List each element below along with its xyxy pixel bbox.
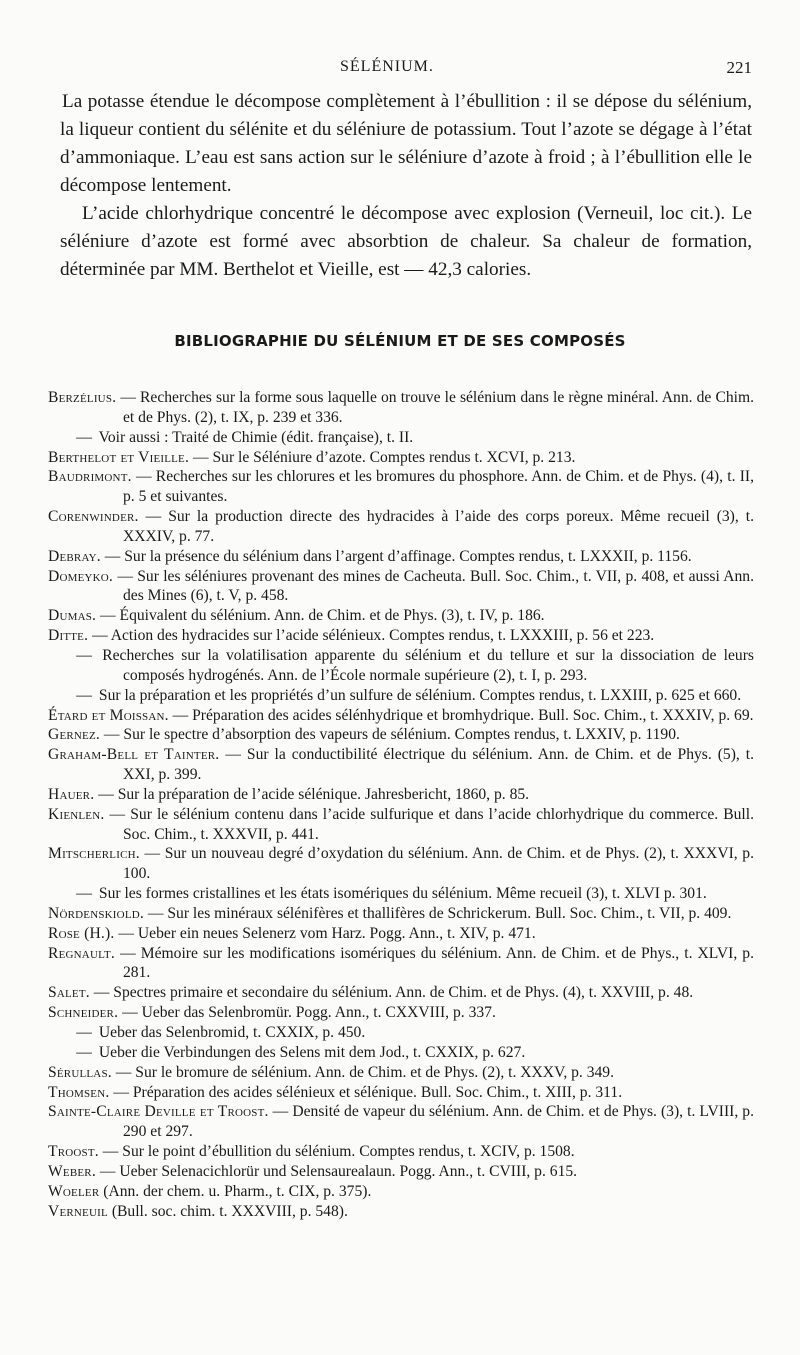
entry-author: Thomsen. xyxy=(48,1083,110,1101)
running-head: SÉLÉNIUM. xyxy=(340,58,434,75)
entry-text: (Bull. soc. chim. t. XXXVIII, p. 548). xyxy=(107,1202,348,1220)
entry-author: Kienlen. xyxy=(48,805,105,823)
section-title: BIBLIOGRAPHIE DU SÉLÉNIUM ET DE SES COMPOSÉS xyxy=(174,332,626,350)
entry-text: — Sur les minéraux sélénifères et thallifères de Schrickerum. Bull. Soc. Chim., t. VII, p. 409. xyxy=(143,904,732,922)
intro-paragraph-1: La potasse étendue le décompose complètement à l’ébullition : il se dépose du sélénium, la liqueur contient du sélénite et du séléniure de potassium. Tout l’azote se dégage à l’état d’ammoniaque. L’eau est sans action sur le séléniure d’azote à froid ; à l’ébullition elle le décompose lentement. xyxy=(60,91,752,196)
bibliography-entry xyxy=(48,1162,754,1182)
entry-text: — Ueber Selenacichlorür und Selensaurealaun. Pogg. Ann., t. CVIII, p. 615. xyxy=(95,1162,578,1180)
bibliography-entry xyxy=(48,745,754,785)
entry-text: Ueber die Verbindungen des Selens mit dem Jod., t. CXXIX, p. 627. xyxy=(95,1043,526,1061)
entry-text: — Sur la préparation de l’acide sélénique. Jahresbericht, 1860, p. 85. xyxy=(94,785,530,803)
bibliography-entry xyxy=(48,1043,754,1063)
entry-text: Sur la préparation et les propriétés d’un sulfure de sélénium. Comptes rendus, t. LXXIII, p. 625 et 660. xyxy=(95,686,742,704)
entry-text: — Équivalent du sélénium. Ann. de Chim. et de Phys. (3), t. IV, p. 186. xyxy=(96,607,545,625)
entry-text: — Spectres primaire et secondaire du sélénium. Ann. de Chim. et de Phys. (4), t. XXVIII, p. 48. xyxy=(89,984,694,1002)
entry-text: — Recherches sur les chlorures et les bromures du phosphore. Ann. de Chim. et de Phys. (4), t. II, p. 5 et suivantes. xyxy=(123,468,754,506)
entry-author: Gernez. xyxy=(48,726,100,744)
bibliography-entry xyxy=(48,1023,754,1043)
entry-text: — Sur la présence du sélénium dans l’argent d’affinage. Comptes rendus, t. LXXXII, p. 1156. xyxy=(100,547,692,565)
bibliography-entry xyxy=(48,924,754,944)
ditto-dash: — xyxy=(76,428,92,446)
entry-author: Mitscherlich. xyxy=(48,845,140,863)
entry-text: — Ueber das Selenbromür. Pogg. Ann., t. CXXVIII, p. 337. xyxy=(118,1004,496,1022)
bibliography-entry xyxy=(48,547,754,567)
entry-text: — Recherches sur la forme sous laquelle on trouve le sélénium dans le règne minéral. Ann. de Chim. et de Phys. (2), t. IX, p. 239 et 336. xyxy=(116,389,754,426)
bibliography-entry xyxy=(48,884,754,904)
entry-text: — Ueber ein neues Selenerz vom Harz. Pogg. Ann., t. XIV, p. 471. xyxy=(114,924,536,942)
bibliography-entry xyxy=(48,944,754,984)
bibliography-entry xyxy=(48,1063,754,1083)
entry-text: — Préparation des acides sélénieux et sélénique. Bull. Soc. Chim., t. XIII, p. 311. xyxy=(109,1083,623,1101)
bibliography-entry xyxy=(48,706,754,726)
page-number: 221 xyxy=(726,58,752,77)
entry-author: Graham-Bell et Tainter. xyxy=(48,746,220,764)
ditto-dash: — xyxy=(76,686,92,704)
ditto-dash: — xyxy=(76,646,92,664)
bibliography-entry xyxy=(48,1142,754,1162)
entry-author: Hauer. xyxy=(48,785,95,803)
bibliography-entry xyxy=(48,467,754,507)
bibliography-entry xyxy=(48,1182,754,1202)
bibliography-entry xyxy=(48,844,754,884)
ditto-dash: — xyxy=(76,885,92,903)
entry-author: Debray. xyxy=(48,547,101,565)
entry-author: Weber. xyxy=(48,1162,96,1180)
entry-text: — Sur un nouveau degré d’oxydation du sélénium. Ann. de Chim. et de Phys. (2), t. XXXVI, p. 100. xyxy=(123,845,754,883)
bibliography-entry xyxy=(48,448,754,468)
entry-author: Rose (H.). xyxy=(48,924,115,942)
bibliography-entry xyxy=(48,646,754,686)
entry-text: Recherches sur la volatilisation apparente du sélénium et du tellure et sur la dissociation de leurs composés hydrogénés. Ann. de l’École normale supérieure (2), t. I, p. 293. xyxy=(95,646,754,684)
bibliography-entry xyxy=(48,904,754,924)
bibliography-entry xyxy=(48,567,754,607)
entry-text: — Sur le Séléniure d’azote. Comptes rendus t. XCVI, p. 213. xyxy=(189,448,576,466)
entry-author: Salet. xyxy=(48,984,90,1002)
entry-text: — Préparation des acides sélénhydrique et bromhydrique. Bull. Soc. Chim., t. XXXIV, p. 69. xyxy=(168,706,754,724)
entry-text: — Densité de vapeur du sélénium. Ann. de Chim. et de Phys. (3), t. LVIII, p. 290 et 297. xyxy=(123,1103,754,1141)
bibliography-entry xyxy=(48,626,754,646)
entry-text: — Sur le point d’ébullition du sélénium. Comptes rendus, t. XCIV, p. 1508. xyxy=(98,1143,575,1161)
entry-text: — Sur la conductibilité électrique du sélénium. Ann. de Chim. et de Phys. (5), t. XXI, p. 399. xyxy=(123,746,754,784)
entry-text: Sur les formes cristallines et les états isomériques du sélénium. Même recueil (3), t. XLVI p. 301. xyxy=(95,885,707,903)
bibliography-entry xyxy=(48,805,754,845)
entry-author: Corenwinder. xyxy=(48,508,139,526)
bibliography-entry xyxy=(48,983,754,1003)
entry-author: Schneider. xyxy=(48,1004,119,1022)
entry-author: Domeyko. xyxy=(48,567,114,585)
bibliography-entry xyxy=(48,1202,754,1222)
entry-author: Ditte. xyxy=(48,627,89,645)
ditto-dash: — xyxy=(76,1024,92,1041)
bibliography-entry xyxy=(48,1102,754,1142)
bibliography-entry xyxy=(48,725,754,745)
entry-text: — Action des hydracides sur l’acide sélénieux. Comptes rendus, t. LXXXIII, p. 56 et 223. xyxy=(88,627,655,645)
entry-text: — Sur le spectre d’absorption des vapeurs de sélénium. Comptes rendus, t. LXXIV, p. 1190. xyxy=(100,726,680,744)
page-header xyxy=(0,58,800,82)
entry-text: — Sur les séléniures provenant des mines de Cacheuta. Bull. Soc. Chim., t. VII, p. 408, et aussi Ann. des Mines (6), t. V, p. 458. xyxy=(113,567,754,605)
bibliography-entry xyxy=(48,686,754,706)
intro-text xyxy=(60,88,752,284)
bibliography-list xyxy=(48,388,754,1221)
bibliography-entry xyxy=(48,785,754,805)
entry-author: Woeler xyxy=(48,1182,100,1200)
entry-text: — Sur le bromure de sélénium. Ann. de Chim. et de Phys. (2), t. XXXV, p. 349. xyxy=(111,1063,615,1081)
bibliography-entry xyxy=(48,507,754,547)
ditto-dash: — xyxy=(76,1043,92,1061)
entry-author: Troost. xyxy=(48,1143,99,1161)
entry-text: Ueber das Selenbromid, t. CXXIX, p. 450. xyxy=(95,1024,366,1041)
entry-author: Baudrimont. xyxy=(48,468,132,486)
entry-text: (Ann. der chem. u. Pharm., t. CIX, p. 375). xyxy=(99,1182,372,1200)
entry-author: Nördenskiold. xyxy=(48,904,144,922)
entry-text: — Mémoire sur les modifications isomériques du sélénium. Ann. de Chim. et de Phys., t. XLVI, p. 281. xyxy=(115,944,754,982)
entry-author: Sérullas. xyxy=(48,1063,112,1081)
entry-text: — Sur le sélénium contenu dans l’acide sulfurique et dans l’acide chlorhydrique du commerce. Bull. Soc. Chim., t. XXXVII, p. 441. xyxy=(104,805,754,843)
entry-author: Étard et Moissan. xyxy=(48,706,169,724)
bibliography-entry xyxy=(48,1083,754,1103)
intro-paragraph-2: L’acide chlorhydrique concentré le décompose avec explosion (Verneuil, loc cit.). Le séléniure d’azote est formé avec absorbtion de chaleur. Sa chaleur de formation, déterminée par MM. Berthelot et Vieille, est — 42,3 calories. xyxy=(60,203,752,280)
entry-author: Dumas. xyxy=(48,607,97,625)
bibliography-entry xyxy=(48,428,754,448)
entry-author: Sainte-Claire Deville et Troost. xyxy=(48,1103,269,1121)
entry-author: Verneuil xyxy=(48,1202,108,1220)
bibliography-entry xyxy=(48,1003,754,1023)
entry-text: — Sur la production directe des hydracides à l’aide des corps poreux. Même recueil (3), t. XXXIV, p. 77. xyxy=(123,508,754,545)
entry-author: Berzélius. xyxy=(48,389,117,406)
entry-author: Berthelot et Vieille. xyxy=(48,448,190,466)
bibliography-entry xyxy=(48,606,754,626)
bibliography-entry xyxy=(48,388,754,428)
entry-text: Voir aussi : Traité de Chimie (édit. française), t. II. xyxy=(95,428,414,446)
entry-author: Regnault. xyxy=(48,944,116,962)
